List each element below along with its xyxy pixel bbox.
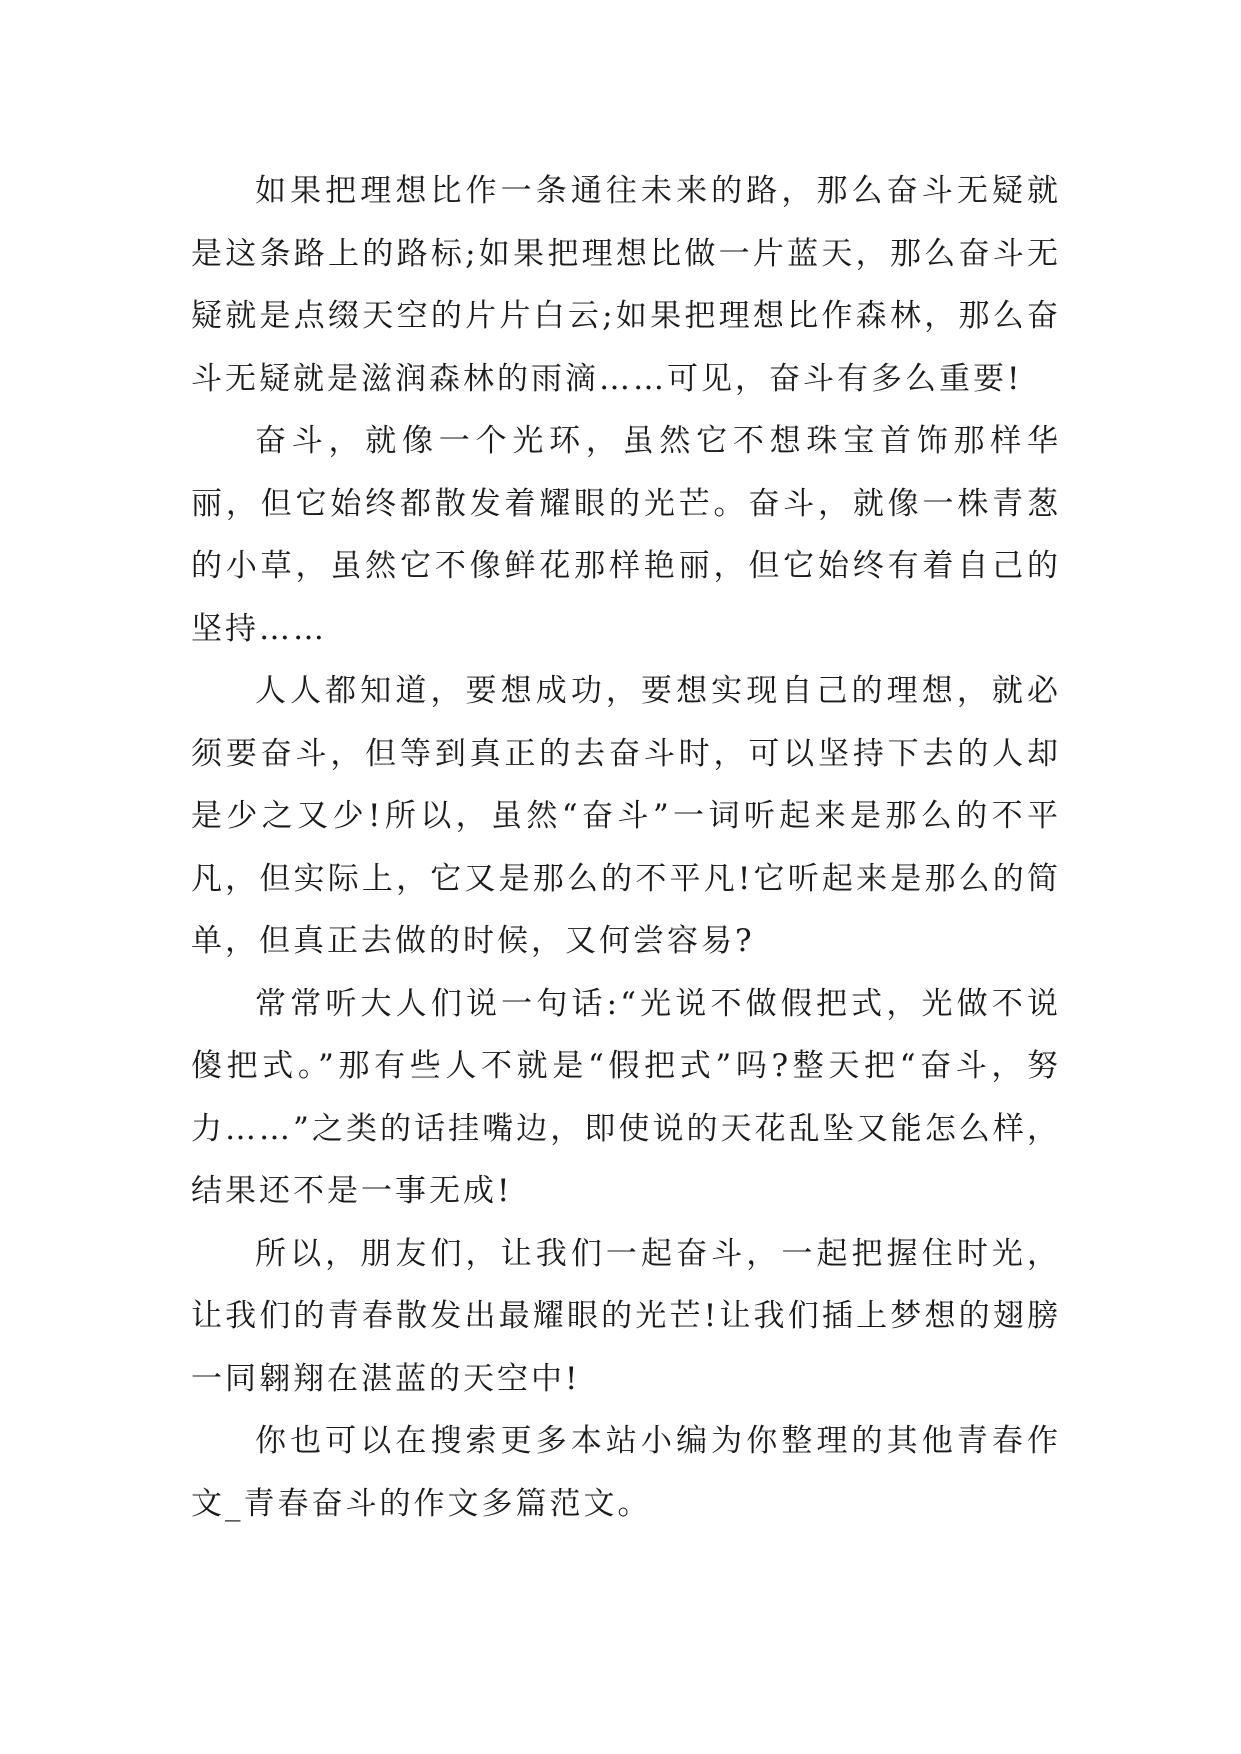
paragraph-4: 常常听大人们说一句话:“光说不做假把式，光做不说傻把式。”那有些人不就是“假把式”吗?整天把“奋斗，努力……”之类的话挂嘴边，即使说的天花乱坠又能怎么样，结果还不是一事无成!: [191, 985, 1061, 1209]
paragraph-5: 所以，朋友们，让我们一起奋斗，一起把握住时光，让我们的青春散发出最耀眼的光芒!让我们插上梦想的翅膀一同翱翔在湛蓝的天空中!: [191, 1235, 1061, 1397]
paragraph-3: 人人都知道，要想成功，要想实现自己的理想，就必须要奋斗，但等到真正的去奋斗时，可以坚持下去的人却是少之又少!所以，虽然“奋斗”一词听起来是那么的不平凡，但实际上，它又是那么的不平凡!它听起来是那么的简单，但真正去做的时候，又何尝容易?: [191, 673, 1061, 959]
essay-body: [191, 160, 1061, 1535]
paragraph-1: 如果把理想比作一条通往未来的路，那么奋斗无疑就是这条路上的路标;如果把理想比做一片蓝天，那么奋斗无疑就是点缀天空的片片白云;如果把理想比作森林，那么奋斗无疑就是滋润森林的雨滴……可见，奋斗有多么重要!: [191, 173, 1061, 397]
paragraph-2: 奋斗，就像一个光环，虽然它不想珠宝首饰那样华丽，但它始终都散发着耀眼的光芒。奋斗，就像一株青葱的小草，虽然它不像鲜花那样艳丽，但它始终有着自己的坚持……: [191, 423, 1061, 647]
paragraph-6: 你也可以在搜索更多本站小编为你整理的其他青春作文_青春奋斗的作文多篇范文。: [191, 1423, 1061, 1522]
